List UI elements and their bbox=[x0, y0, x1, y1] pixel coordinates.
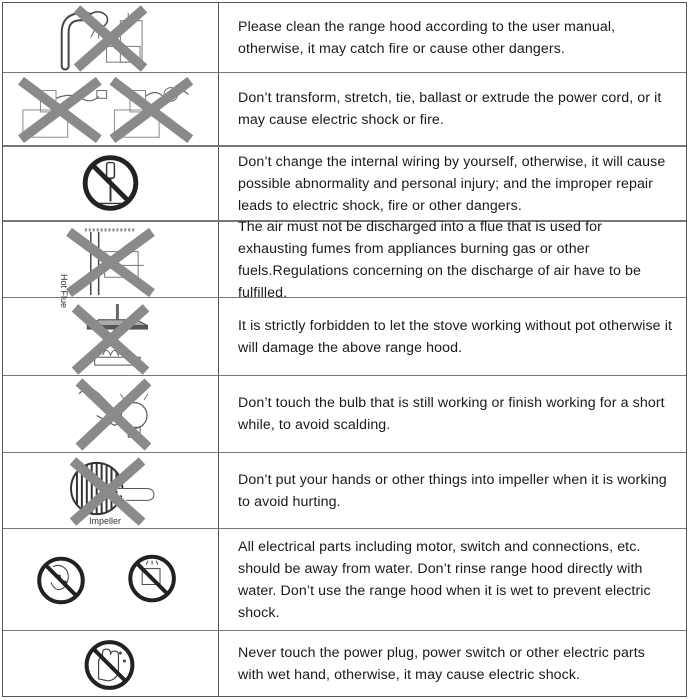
warning-row-stove bbox=[3, 298, 686, 376]
no-screwdriver-icon bbox=[3, 147, 219, 220]
warning-text: Don’t touch the bulb that is still working or finish working for a short while, to avoid scalding. bbox=[238, 395, 665, 433]
warning-row-water bbox=[3, 529, 686, 631]
warning-text: Please clean the range hood according to the user manual, otherwise, it may catch fire or cause other dangers. bbox=[238, 18, 616, 57]
hot-flue-label: Hot Flue bbox=[59, 274, 69, 309]
warning-row-bulb bbox=[3, 376, 686, 453]
impeller-hand-icon bbox=[3, 453, 219, 528]
warning-text: The air must not be discharged into a flue that is used for exhausting fumes from appliances burning gas or other fuels.Regulations concerning on the discharge of air have to be fulfilled. bbox=[238, 218, 642, 301]
warning-text: Don’t transform, stretch, tie, ballast or extrude the power cord, or it may cause electric shock or fire. bbox=[238, 90, 662, 128]
warning-text: Don’t change the internal wiring by yourself, otherwise, it will cause possible abnormality and personal injury; and the improper repair leads to electric shock, fire or other dangers. bbox=[238, 153, 666, 214]
warning-text: Don’t put your hands or other things into impeller when it is working to avoid hurting. bbox=[238, 471, 667, 510]
no-water-icon bbox=[3, 529, 219, 630]
warning-text: Never touch the power plug, power switch or other electric parts with wet hand, otherwise, it may cause electric shock. bbox=[238, 645, 645, 683]
no-cleaning-neglect-icon bbox=[3, 3, 219, 72]
safety-warnings-table bbox=[2, 2, 687, 697]
warning-text: All electrical parts including motor, switch and connections, etc. should be away from water. Don’t rinse range hood directly with water. Don’t use the range hood when it is wet to prevent electric shock. bbox=[238, 538, 651, 621]
warning-row-wet-hand bbox=[3, 631, 686, 697]
warning-row-flue bbox=[3, 218, 686, 309]
warning-row-clean bbox=[3, 3, 686, 73]
power-cord-warning-icon bbox=[3, 73, 219, 145]
hot-bulb-icon bbox=[3, 376, 219, 452]
no-wet-hand-icon bbox=[3, 631, 219, 697]
hot-flue-icon bbox=[3, 222, 219, 309]
warning-row-impeller bbox=[3, 453, 686, 529]
warning-row-power-cord bbox=[3, 73, 686, 147]
warning-row-wiring bbox=[3, 147, 686, 222]
impeller-label: Impeller bbox=[89, 516, 122, 526]
stove-without-pot-icon bbox=[3, 298, 219, 375]
warning-text: It is strictly forbidden to let the stove working without pot otherwise it will damage the above range hood. bbox=[238, 317, 673, 356]
